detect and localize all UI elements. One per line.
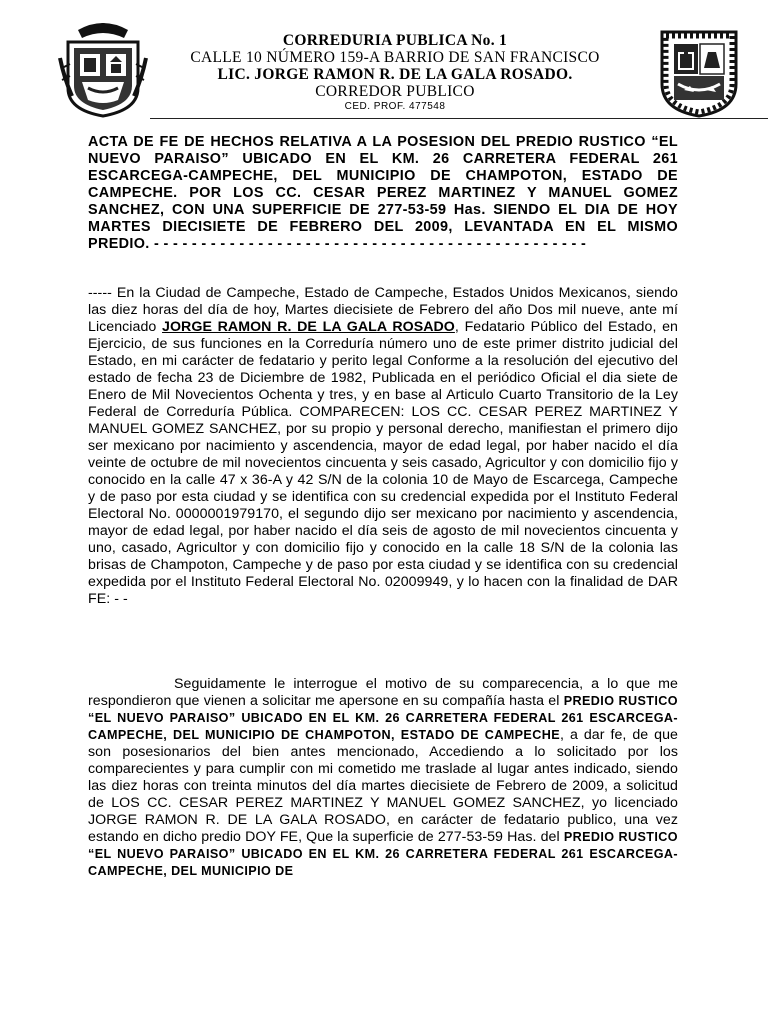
letterhead	[150, 32, 640, 114]
coat-of-arms-icon	[58, 18, 148, 118]
notary-title: CORREDOR PUBLICO	[315, 83, 475, 100]
campeche-coat-of-arms-icon	[654, 18, 744, 118]
property-description-bold-2: PREDIO RUSTICO “EL NUEVO PARAISO” UBICADO EN EL KM. 26 CARRETERA FEDERAL 261 ESCARCEGA-CAMPECHE, DEL MUNICIPIO DE	[88, 830, 678, 878]
professional-id: CED. PROF. 477548	[344, 101, 446, 112]
paragraph-lead: ----- En la Ciudad de Campeche, Estado de Campeche, Estados Unidos Mexicanos, siendo las diez horas del día de hoy, Martes diecisiete de Febrero del año Dos mil nueve, ante mí Licenciado	[88, 285, 678, 335]
header-rule	[150, 118, 768, 119]
paragraph-request	[88, 676, 678, 880]
property-description-bold: PREDIO RUSTICO “EL NUEVO PARAISO” UBICADO EN EL KM. 26 CARRETERA FEDERAL 261 ESCARCEGA-CAMPECHE, DEL MUNICIPIO DE CHAMPOTON, ESTADO DE CAMPECHE	[88, 694, 678, 742]
notary-name-underlined: JORGE RAMON R. DE LA GALA ROSADO	[162, 319, 455, 335]
office-address: CALLE 10 NÚMERO 159-A BARRIO DE SAN FRANCISCO	[190, 49, 600, 66]
notary-name: LIC. JORGE RAMON R. DE LA GALA ROSADO.	[217, 66, 573, 83]
office-name: CORREDURIA PUBLICA No. 1	[282, 32, 508, 49]
paragraph-appearance	[88, 285, 678, 608]
paragraph-part2: , a dar fe, de que son posesionarios del bien antes mencionado, Accediendo a lo solicitado por los comparecientes y para cumplir con mi cometido me traslade al lugar antes indicado, siendo las diez horas con treinta minutos del día martes diecisiete de Febrero de 2009, a solicitud de LOS CC. CESAR PEREZ MARTINEZ Y MANUEL GOMEZ SANCHEZ, yo licenciado JORGE RAMON R. DE LA GALA ROSADO, en carácter de fedatario publico, una vez estando en dicho predio DOY FE, Que la superficie de 277-53-59 Has. del	[88, 727, 678, 845]
paragraph-rest: , Fedatario Público del Estado, en Ejercicio, de sus funciones en la Correduría número uno de este primer distrito judicial del Estado, en mi carácter de fedatario y perito legal Conforme a la resolución del ejecutivo del estado de fecha 23 de Diciembre de 1982, Publicada en el periódico Oficial el dia siete de Enero de Mil Novecientos Ochenta y tres, y en base al Articulo Cuarto Transitorio de la Ley Federal de Correduría Pública. COMPARECEN: LOS CC. CESAR PEREZ MARTINEZ Y MANUEL GOMEZ SANCHEZ, por su propio y personal derecho, manifiestan el primero dijo ser mexicano por nacimiento y ascendencia, mayor de edad legal, por haber nacido el día veinte de octubre de mil novecientos cincuenta y seis casado, Agricultor y con domicilio fijo y conocido en la calle 47 x 36-A y 42 S/N de la colonia 10 de Mayo de Escarcega, Campeche y de paso por esta ciudad y se identifica con su credencial expedida por el Instituto Federal Electoral No. 0000001979170, el segundo dijo ser mexicano por nacimiento y ascendencia, mayor de edad legal, por haber nacido el día seis de agosto de mil novecientos cincuenta y uno, casado, Agricultor y con domicilio fijo y conocido en la calle 18 S/N de la colonia las brisas de Champoton, Campeche y de paso por esta ciudad y se identifica con su credencial expedida por el Instituto Federal Electoral No. 02009949, y lo hacen con la finalidad de DAR FE: - -	[88, 319, 678, 607]
paragraph-part1: Seguidamente le interrogue el motivo de su comparecencia, a lo que me respondieron que vienen a solicitar me apersone en su compañía hasta el	[88, 676, 678, 709]
document-title: ACTA DE FE DE HECHOS RELATIVA A LA POSESION DEL PREDIO RUSTICO “EL NUEVO PARAISO” UBICADO EN EL KM. 26 CARRETERA FEDERAL 261 ESCARCEGA-CAMPECHE, DEL MUNICIPIO DE CHAMPOTON, ESTADO DE CAMPECHE. POR LOS CC. CESAR PEREZ MARTINEZ Y MANUEL GOMEZ SANCHEZ, CON UNA SUPERFICIE DE 277-53-59 Has. SIENDO EL DIA DE HOY MARTES DIECISIETE DE FEBRERO DEL 2009, LEVANTADA EN EL MISMO PREDIO. - - - - - - - - - - - - - - - - - - - - - - - - - - - - - - - - - - - - - - - - - - - - - -	[88, 134, 678, 252]
